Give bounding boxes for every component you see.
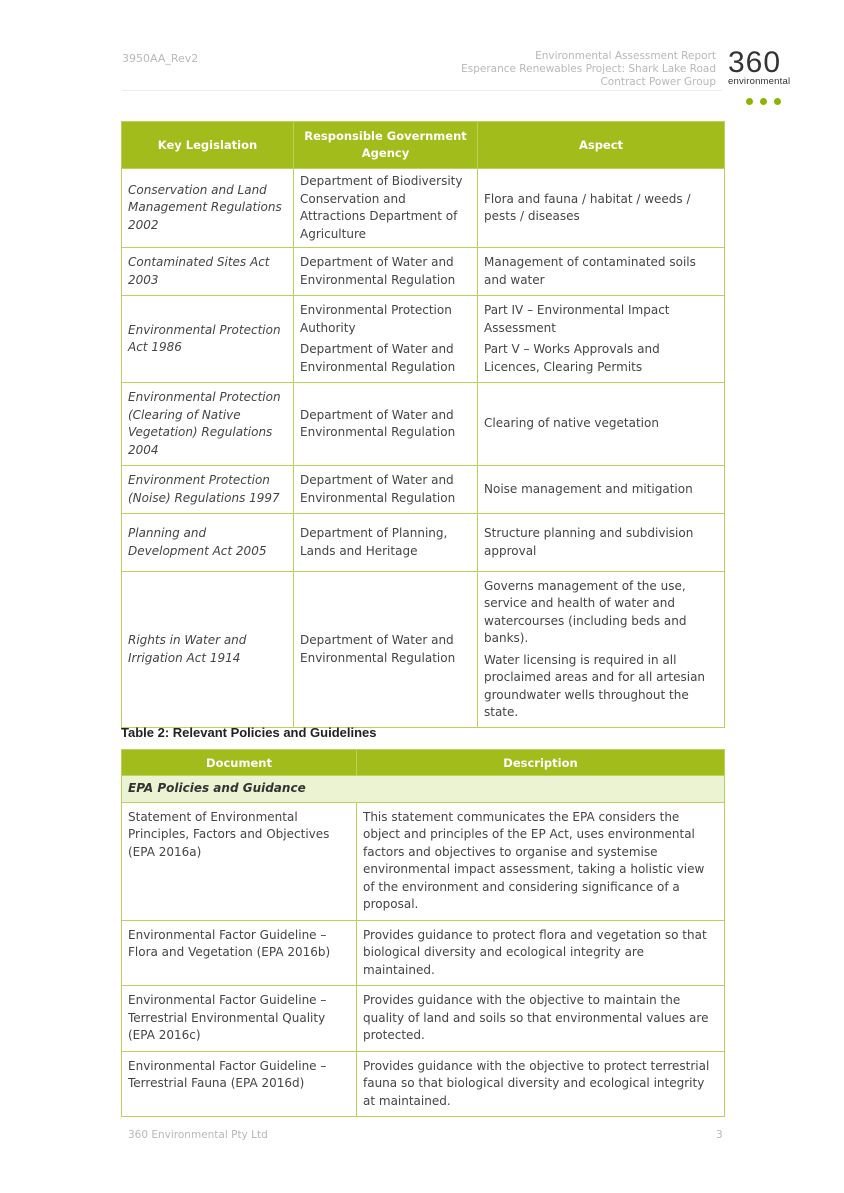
table-header-row — [122, 750, 725, 776]
legislation-cell: Planning and Development Act 2005 — [122, 514, 294, 572]
legislation-cell: Contaminated Sites Act 2003 — [122, 248, 294, 296]
aspect-cell: Clearing of native vegetation — [478, 383, 725, 466]
table-row — [122, 802, 725, 920]
page-number: 3 — [716, 1129, 723, 1141]
table-row — [122, 383, 725, 466]
company-logo — [728, 46, 804, 96]
aspect-cell: Part IV – Environmental Impact Assessment Part V – Works Approvals and Licences, Clearing Permits — [478, 296, 725, 383]
agency-cell: Department of Water and Environmental Regulation — [294, 248, 478, 296]
agency-cell: Department of Water and Environmental Regulation — [294, 572, 478, 728]
column-header-document: Document — [122, 750, 357, 776]
table-row — [122, 986, 725, 1052]
column-header-legislation: Key Legislation — [122, 122, 294, 169]
header-divider — [122, 90, 722, 91]
legislation-cell: Environmental Protection (Clearing of Native Vegetation) Regulations 2004 — [122, 383, 294, 466]
footer-company: 360 Environmental Pty Ltd — [128, 1129, 268, 1141]
table-row — [122, 1051, 725, 1117]
legislation-cell: Environment Protection (Noise) Regulations 1997 — [122, 466, 294, 514]
description-cell: This statement communicates the EPA considers the object and principles of the EP Act, uses environmental factors and objectives to organise and systemise environmental impact assessment, taking a holistic view of the environment and considering significance of a proposal. — [357, 802, 725, 920]
logo-word: environmental — [728, 76, 791, 87]
document-cell: Statement of Environmental Principles, Factors and Objectives (EPA 2016a) — [122, 802, 357, 920]
report-project-line: Esperance Renewables Project: Shark Lake Road — [461, 63, 716, 75]
legislation-cell: Rights in Water and Irrigation Act 1914 — [122, 572, 294, 728]
description-cell: Provides guidance with the objective to protect terrestrial fauna so that biological diversity and ecological integrity at maintained. — [357, 1051, 725, 1117]
policies-table — [121, 749, 725, 1117]
table-caption: Table 2: Relevant Policies and Guidelines — [121, 725, 377, 740]
table-row — [122, 466, 725, 514]
aspect-cell: Management of contaminated soils and water — [478, 248, 725, 296]
aspect-cell: Noise management and mitigation — [478, 466, 725, 514]
report-title-block — [386, 50, 716, 89]
table-row — [122, 514, 725, 572]
table-row — [122, 572, 725, 728]
legislation-table — [121, 121, 725, 728]
legislation-cell: Conservation and Land Management Regulations 2002 — [122, 169, 294, 248]
aspect-cell: Flora and fauna / habitat / weeds / pests / diseases — [478, 169, 725, 248]
report-title-line: Environmental Assessment Report — [535, 50, 716, 62]
table-header-row — [122, 122, 725, 169]
agency-cell: Department of Water and Environmental Regulation — [294, 383, 478, 466]
report-client-line: Contract Power Group — [600, 76, 716, 88]
section-row — [122, 776, 725, 803]
legislation-cell: Environmental Protection Act 1986 — [122, 296, 294, 383]
description-cell: Provides guidance with the objective to maintain the quality of land and soils so that environmental values are protected. — [357, 986, 725, 1052]
agency-cell: Department of Water and Environmental Regulation — [294, 466, 478, 514]
column-header-description: Description — [357, 750, 725, 776]
agency-cell: Department of Biodiversity Conservation and Attractions Department of Agriculture — [294, 169, 478, 248]
table-row — [122, 248, 725, 296]
logo-dots-icon — [728, 90, 804, 109]
agency-cell: Department of Planning, Lands and Heritage — [294, 514, 478, 572]
logo-number: 360 — [728, 46, 782, 79]
table-row — [122, 169, 725, 248]
section-heading: EPA Policies and Guidance — [122, 776, 725, 803]
document-reference: 3950AA_Rev2 — [122, 52, 199, 65]
column-header-agency: Responsible Government Agency — [294, 122, 478, 169]
document-cell: Environmental Factor Guideline – Flora and Vegetation (EPA 2016b) — [122, 920, 357, 986]
aspect-cell: Governs management of the use, service and health of water and watercourses (including beds and banks). Water licensing is required in all proclaimed areas and for all artesian groundwater wells throughout the state. — [478, 572, 725, 728]
column-header-aspect: Aspect — [478, 122, 725, 169]
document-cell: Environmental Factor Guideline – Terrestrial Environmental Quality (EPA 2016c) — [122, 986, 357, 1052]
table-row — [122, 296, 725, 383]
agency-cell: Environmental Protection Authority Department of Water and Environmental Regulation — [294, 296, 478, 383]
table-row — [122, 920, 725, 986]
aspect-cell: Structure planning and subdivision approval — [478, 514, 725, 572]
description-cell: Provides guidance to protect flora and vegetation so that biological diversity and ecological integrity are maintained. — [357, 920, 725, 986]
document-cell: Environmental Factor Guideline – Terrestrial Fauna (EPA 2016d) — [122, 1051, 357, 1117]
